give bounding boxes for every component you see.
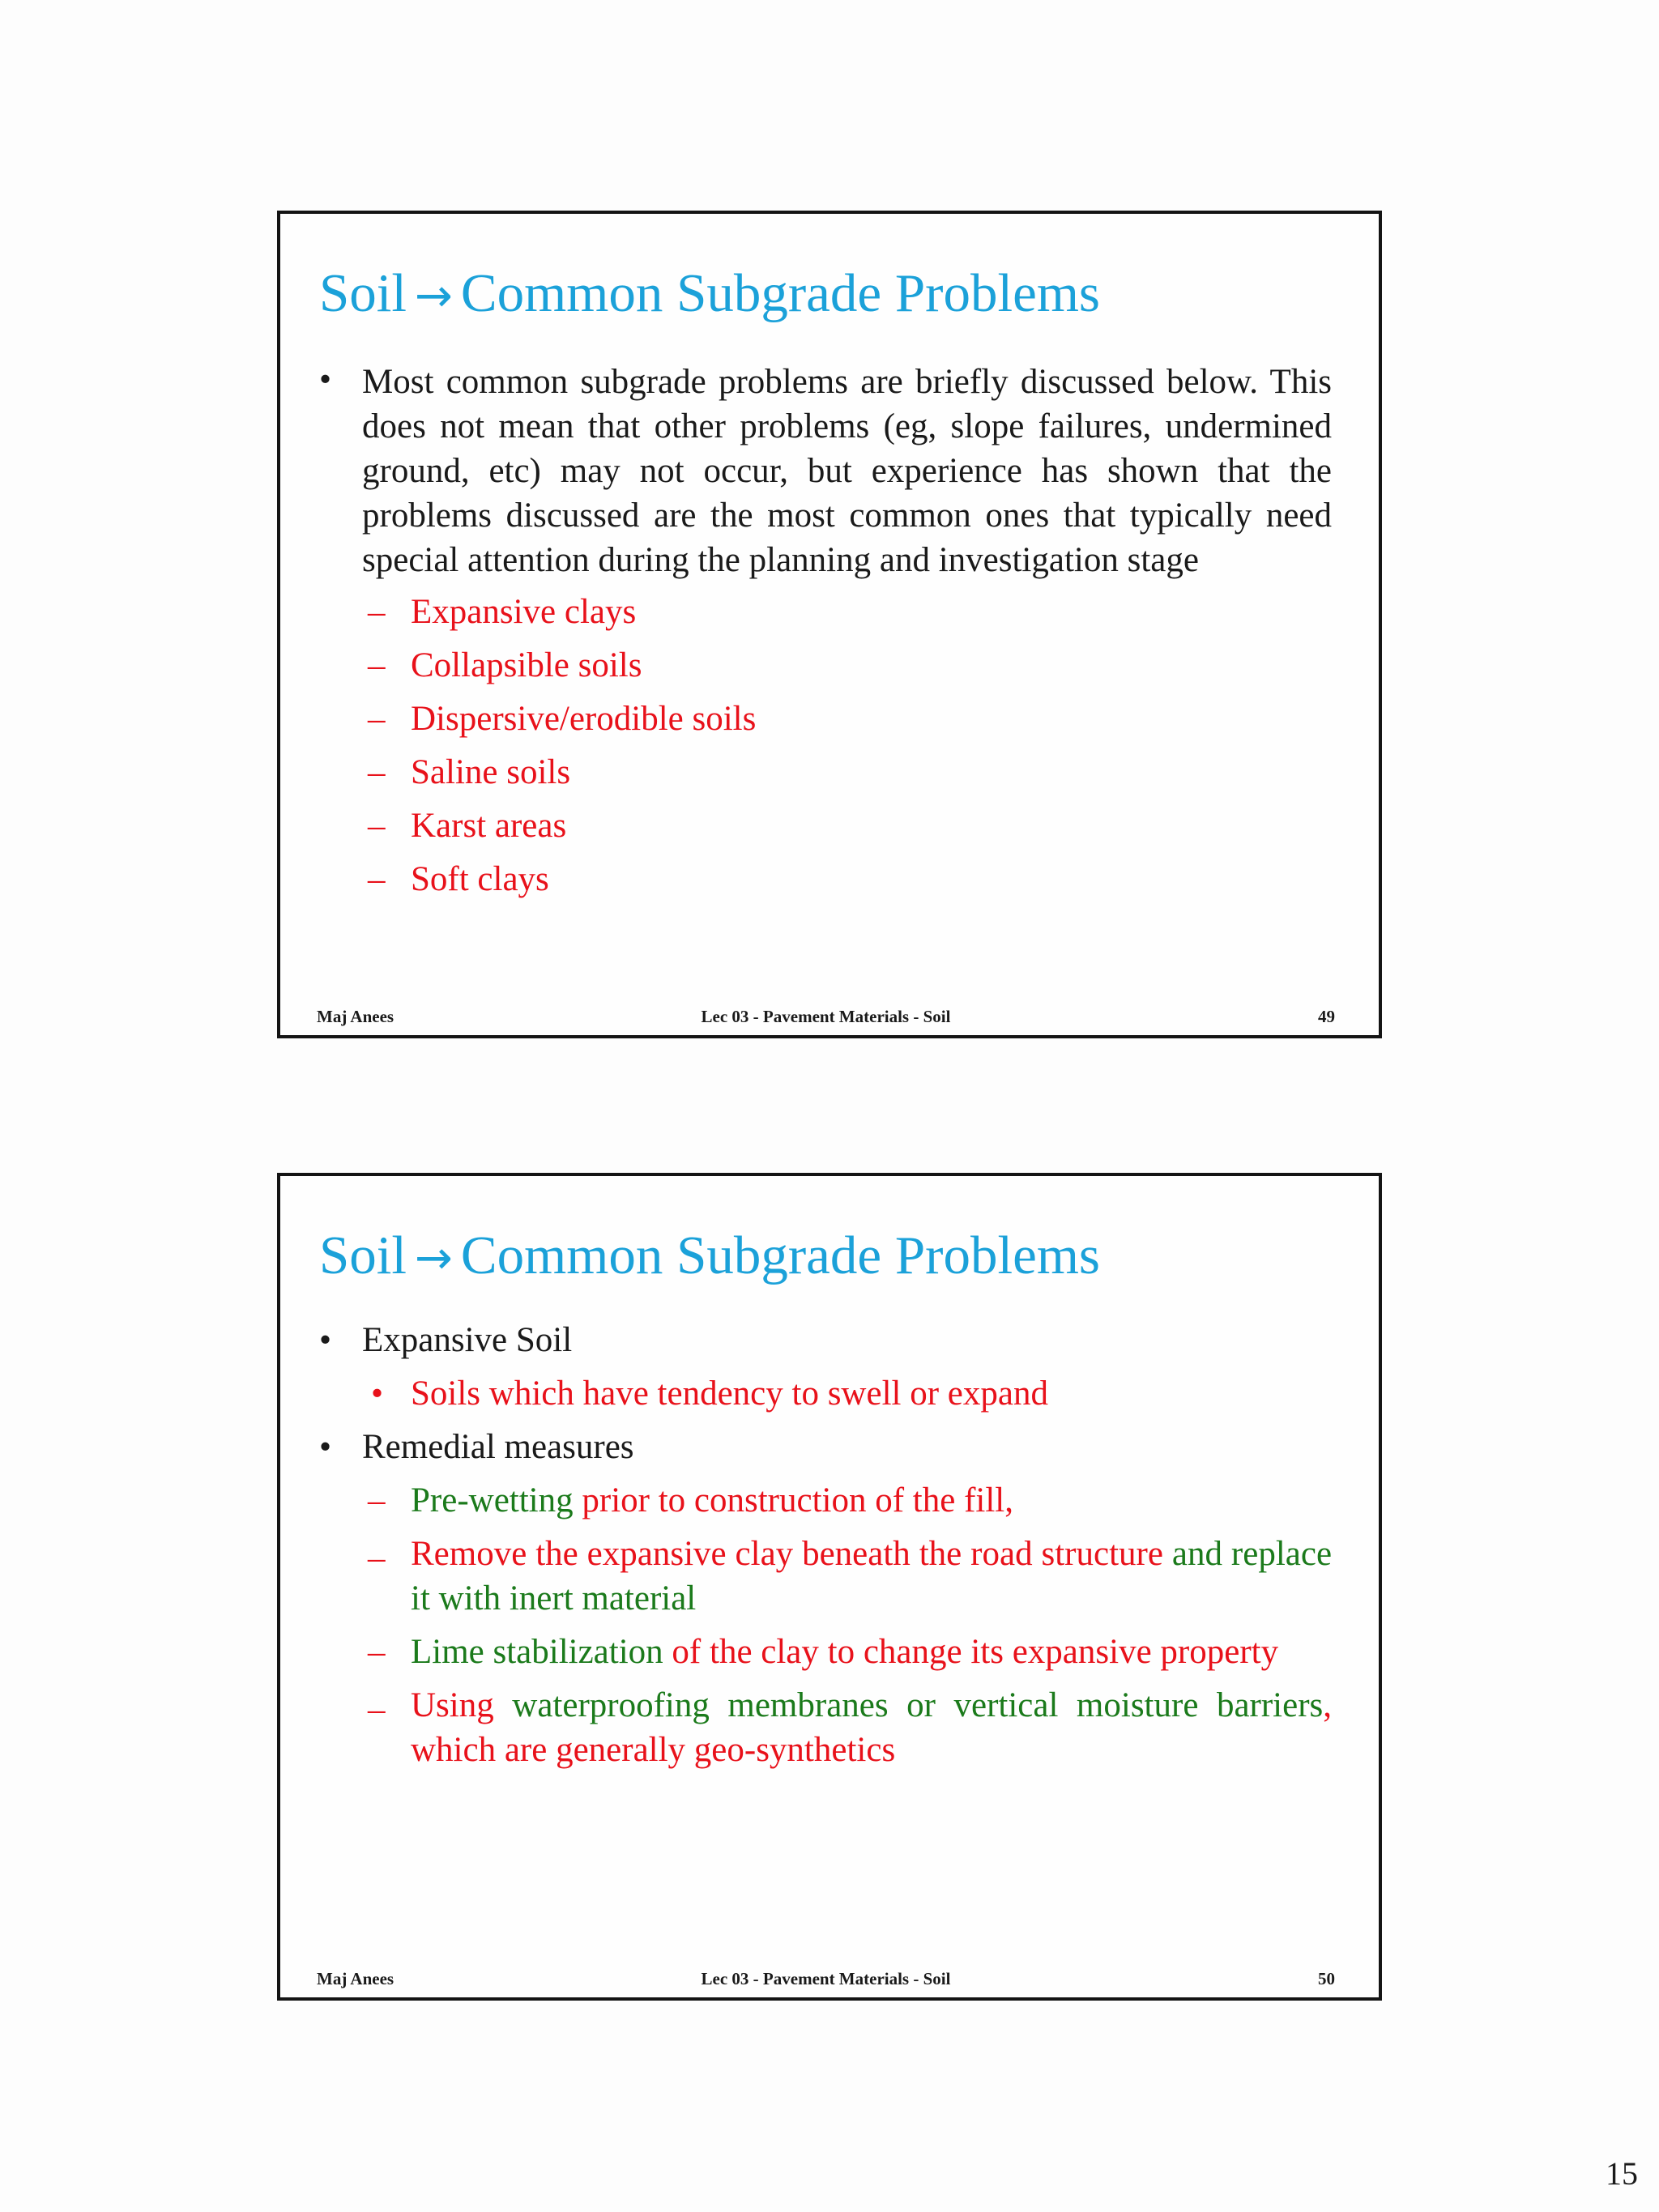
bullet-text: Expansive Soil: [362, 1321, 573, 1359]
arrow-icon: →: [415, 1232, 453, 1285]
dash-icon: –: [368, 1539, 386, 1577]
footer-author: Maj Anees: [317, 1007, 394, 1026]
sub-item: – Lime stabilization of the clay to change its expansive property: [319, 1626, 1332, 1679]
dash-icon: –: [368, 860, 386, 898]
slide-footer: [317, 1965, 1335, 1989]
title-subject: Common Subgrade Problems: [460, 1225, 1101, 1285]
footer-lecture: Lec 03 - Pavement Materials - Soil: [701, 1007, 951, 1026]
bullet-item: [319, 1421, 1332, 1474]
dash-icon: –: [368, 593, 386, 631]
sub-item: – Collapsible soils: [319, 639, 1332, 693]
footer-lecture: Lec 03 - Pavement Materials - Soil: [701, 1969, 951, 1988]
slide-body: [319, 360, 1332, 906]
slide-49: [277, 211, 1382, 1038]
dash-icon: –: [368, 1633, 386, 1671]
sub-item: – Karst areas: [319, 799, 1332, 853]
dash-icon: –: [368, 1690, 386, 1728]
title-subject: Common Subgrade Problems: [460, 263, 1101, 323]
bullet-text: Remedial measures: [362, 1428, 634, 1466]
slide-title: [319, 1225, 1100, 1287]
slide-footer: [317, 1003, 1335, 1027]
slide-number: 49: [1318, 1007, 1335, 1026]
bullet-icon: •: [319, 360, 332, 399]
bullet-icon: •: [371, 1375, 384, 1413]
slide-title: [319, 262, 1100, 325]
sub-item: – Expansive clays: [319, 586, 1332, 639]
footer-author: Maj Anees: [317, 1969, 394, 1988]
sub-item: • Soils which have tendency to swell or expand: [319, 1367, 1332, 1421]
arrow-icon: →: [415, 270, 453, 322]
dash-icon: –: [368, 1481, 386, 1519]
dash-icon: –: [368, 700, 386, 738]
sub-item: – Saline soils: [319, 746, 1332, 799]
dash-icon: –: [368, 646, 386, 684]
page-number: 15: [1606, 2155, 1638, 2192]
dash-icon: –: [368, 753, 386, 791]
sub-item: – Using waterproofing membranes or vertical moisture barriers, which are generally geo-synthetics: [319, 1679, 1332, 1777]
title-topic: Soil: [319, 1225, 407, 1285]
bullet-item: [319, 1314, 1332, 1367]
sub-item: – Dispersive/erodible soils: [319, 693, 1332, 746]
sub-item: – Pre-wetting prior to construction of the fill,: [319, 1474, 1332, 1528]
bullet-icon: •: [319, 1321, 332, 1359]
sub-item: – Remove the expansive clay beneath the road structure and replace it with inert material: [319, 1528, 1332, 1626]
bullet-item: [319, 360, 1332, 582]
slide-body: [319, 1314, 1332, 1777]
intro-text: Most common subgrade problems are briefly discussed below. This does not mean that other problems (eg, slope failures, undermined ground, etc) may not occur, but experience has shown that the problems discussed are the most common ones that typically need special attention during the planning and investigation stage: [362, 363, 1332, 579]
sub-item: – Soft clays: [319, 853, 1332, 906]
slide-50: [277, 1173, 1382, 2001]
dash-icon: –: [368, 807, 386, 845]
bullet-icon: •: [319, 1428, 332, 1466]
slide-number: 50: [1318, 1969, 1335, 1988]
title-topic: Soil: [319, 263, 407, 323]
